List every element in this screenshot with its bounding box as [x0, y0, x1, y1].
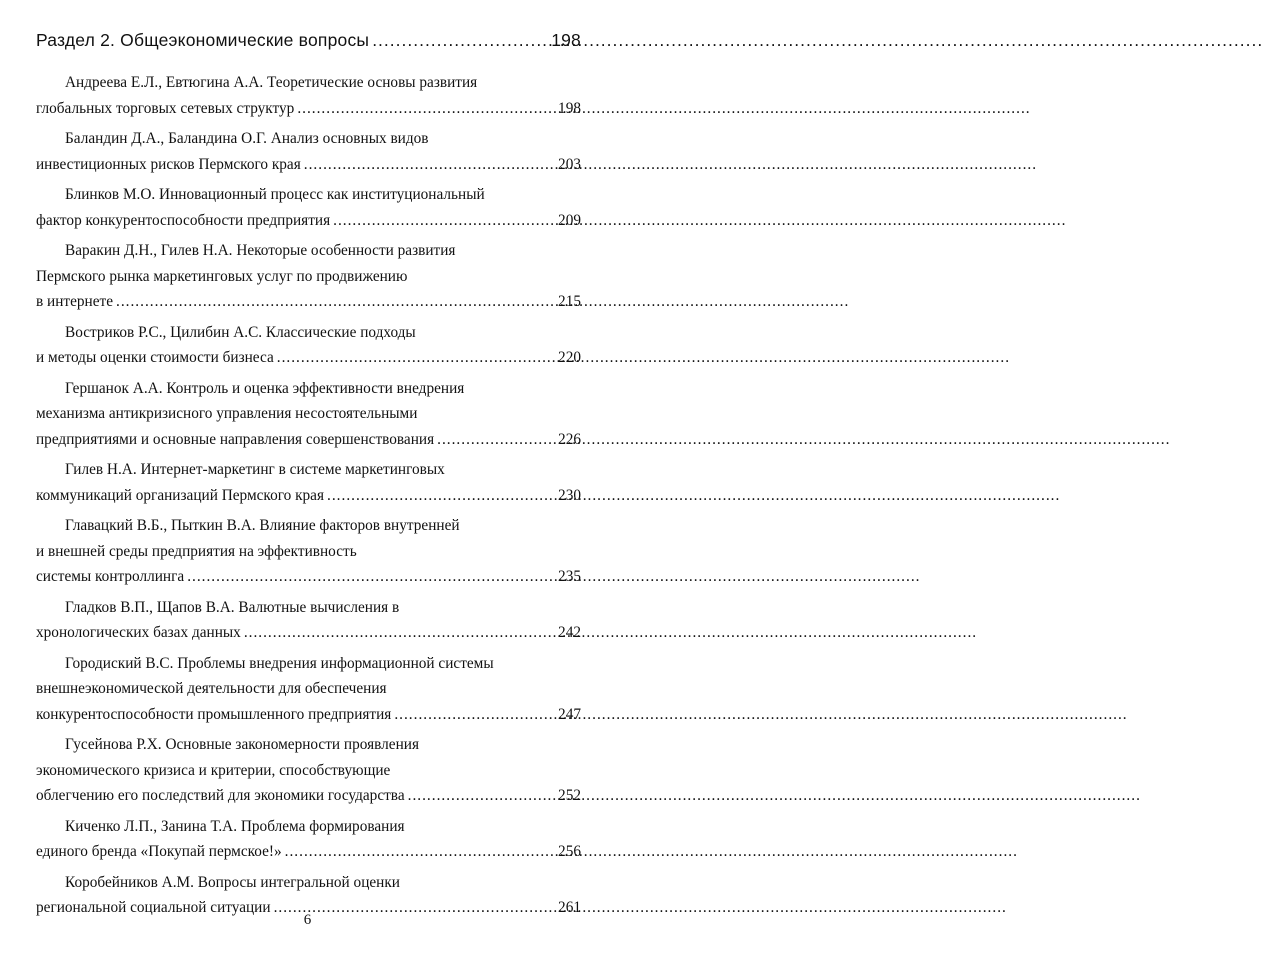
toc-entry-line: Пермского рынка маркетинговых услуг по продвижению	[36, 267, 408, 285]
toc-entries	[36, 70, 581, 926]
toc-entry	[36, 814, 581, 865]
toc-entry-page-number: 209	[558, 211, 581, 229]
toc-entry-page-number: 203	[558, 155, 581, 173]
toc-entry	[36, 513, 581, 590]
toc-entry-page-number: 226	[558, 430, 581, 448]
toc-entry-text: хронологических базах данных	[36, 624, 241, 641]
toc-entry-line: Гусейнова Р.Х. Основные закономерности проявления	[65, 736, 419, 753]
toc-entry-line	[36, 289, 581, 315]
toc-entry	[36, 457, 581, 508]
toc-entry-line: Гершанок А.А. Контроль и оценка эффективности внедрения	[65, 379, 465, 397]
toc-entry	[36, 376, 581, 453]
toc-entry-line: Главацкий В.Б., Пыткин В.А. Влияние факторов внутренней	[65, 517, 460, 534]
toc-entry-line: Андреева Е.Л., Евтюгина А.А. Теоретические основы развития	[65, 74, 478, 91]
toc-entry-line	[36, 96, 581, 122]
toc-entry-text: облегчению его последствий для экономики государства	[36, 787, 405, 804]
toc-entry	[36, 732, 581, 809]
toc-entry-text: региональной социальной ситуации	[36, 899, 271, 916]
toc-entry-line: Городиский В.С. Проблемы внедрения информационной системы	[65, 654, 494, 672]
toc-entry-line	[36, 345, 581, 371]
toc-entry-page-number: 252	[558, 787, 581, 804]
toc-entry-text: инвестиционных рисков Пермского края	[36, 155, 301, 173]
page-number: 6	[303, 912, 312, 928]
toc-entry-line: Блинков М.О. Инновационный процесс как институциональный	[65, 186, 485, 203]
dot-leader	[327, 483, 555, 509]
section-title: Раздел 2. Общеэкономические вопросы	[36, 30, 370, 50]
toc-entry-text: предприятиями и основные направления совершенствования	[36, 430, 435, 448]
toc-entry-text: глобальных торговых сетевых структур	[36, 99, 295, 117]
toc-entry	[36, 238, 581, 315]
dot-leader	[285, 839, 555, 865]
section-heading	[36, 30, 581, 51]
dot-leader	[187, 564, 555, 590]
toc-entry	[36, 320, 581, 371]
toc-entry-line: Гилев Н.А. Интернет-маркетинг в системе маркетинговых	[65, 461, 445, 478]
toc-entry	[36, 70, 581, 121]
toc-entry-page-number: 261	[558, 899, 581, 916]
toc-entry-text: конкурентоспособности промышленного предприятия	[36, 705, 392, 723]
toc-entry-page-number: 198	[558, 99, 581, 117]
toc-entry-line: Варакин Д.Н., Гилев Н.А. Некоторые особенности развития	[65, 242, 456, 259]
toc-page	[0, 0, 615, 960]
section-page-number: 198	[551, 30, 581, 50]
toc-entry-line	[36, 152, 581, 178]
toc-entry-text: в интернете	[36, 293, 113, 310]
toc-entry-page-number: 230	[558, 486, 581, 504]
toc-entry-page-number: 256	[558, 843, 581, 860]
toc-entry-line	[36, 702, 581, 728]
toc-entry-text: системы контроллинга	[36, 568, 185, 585]
toc-entry-line: внешнеэкономической деятельности для обеспечения	[36, 680, 387, 697]
toc-entry-line	[36, 839, 581, 865]
dot-leader	[408, 783, 555, 809]
toc-entry-line	[36, 564, 581, 590]
dot-leader	[372, 30, 548, 51]
toc-entry-page-number: 242	[558, 624, 581, 641]
dot-leader	[304, 152, 555, 178]
toc-entry-page-number: 247	[558, 705, 581, 723]
toc-entry-line: Киченко Л.П., Занина Т.А. Проблема формирования	[65, 817, 405, 835]
dot-leader	[277, 345, 555, 371]
toc-entry-page-number: 215	[558, 293, 581, 310]
toc-entry	[36, 651, 581, 728]
toc-entry-line	[36, 620, 581, 646]
toc-entry-line	[36, 208, 581, 234]
toc-entry-line: Гладков В.П., Щапов В.А. Валютные вычисления в	[65, 598, 400, 616]
toc-entry-line: механизма антикризисного управления несостоятельными	[36, 405, 418, 422]
dot-leader	[116, 289, 555, 315]
toc-entry-text: фактор конкурентоспособности предприятия	[36, 211, 331, 229]
toc-entry-line	[36, 783, 581, 809]
toc-entry	[36, 595, 581, 646]
toc-entry-text: коммуникаций организаций Пермского края	[36, 486, 325, 504]
toc-entry	[36, 182, 581, 233]
toc-entry-line	[36, 483, 581, 509]
toc-entry-line: Коробейников А.М. Вопросы интегральной оценки	[65, 873, 400, 891]
toc-entry-line: и внешней среды предприятия на эффективность	[36, 542, 357, 560]
toc-entry-line: Востриков Р.С., Цилибин А.С. Классические подходы	[65, 323, 416, 341]
dot-leader	[297, 96, 555, 122]
dot-leader	[333, 208, 555, 234]
toc-entry-line: Баландин Д.А., Баландина О.Г. Анализ основных видов	[65, 130, 429, 147]
toc-entry-line: экономического кризиса и критерии, способствующие	[36, 761, 391, 779]
toc-entry-page-number: 235	[558, 568, 581, 585]
toc-entry-line	[36, 427, 581, 453]
dot-leader	[437, 427, 555, 453]
dot-leader	[394, 702, 555, 728]
toc-entry-text: единого бренда «Покупай пермское!»	[36, 843, 282, 860]
toc-entry-text: и методы оценки стоимости бизнеса	[36, 349, 274, 366]
dot-leader	[244, 620, 555, 646]
toc-entry-page-number: 220	[558, 349, 581, 366]
toc-entry	[36, 126, 581, 177]
